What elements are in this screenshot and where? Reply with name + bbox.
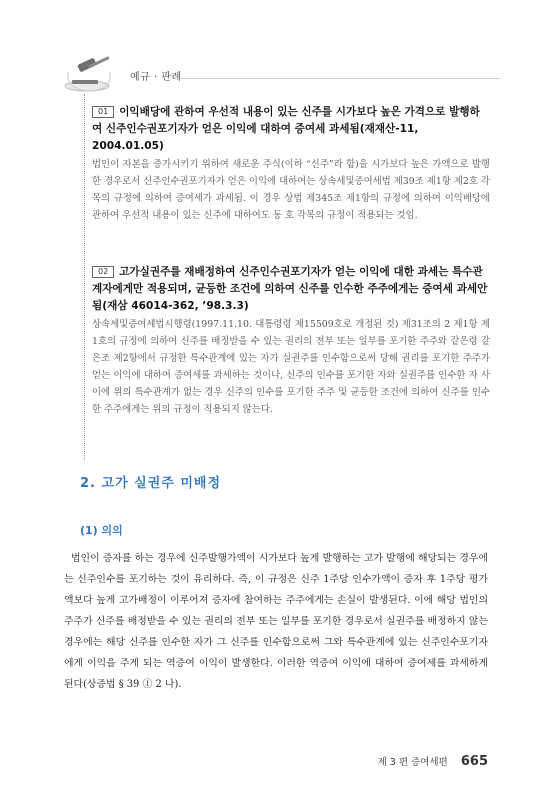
- body-paragraph: 법인이 증자를 하는 경우에 신주발행가액이 시가보다 높게 발행하는 고가 발행에 해당되는 경우에는 신주인수를 포기하는 것이 유리하다. 즉, 이 규정은 신주 1주당 인수가액이 증자 후 1주당 평가액보다 높게 고가배정이 이루어져 증자에 참여하는 주주에게는 손실이 발생된다. 이에 해당 법인의 주주가 신주를 배정받을 수 있는 권리의 전부 또는 일부를 포기한 경우로서 실권주를 배정하지 않는 경우에는 해당 신주를 인수한 자가 그 신주를 인수함으로써 그와 특수관계에 있는 신주인수포기자에게 이익을 주게 되는 역증여 이익이 발생한다. 이러한 역증여 이익에 대하여 증여세를 과세하게 된다(상증법 § 39 ① 2 나).: [64, 553, 488, 690]
- case-item: [92, 264, 490, 418]
- case-title: [92, 264, 490, 315]
- subsection-heading: (1) 의의: [80, 524, 123, 537]
- page-footer: [378, 750, 488, 769]
- page-header: [60, 52, 500, 92]
- section-heading: 2. 고가 실권주 미배정: [80, 476, 222, 491]
- case-body: 상속세및증여세법시행령(1997.11.10. 대통령령 제15509호로 개정된 것) 제31조의 2 제1항 제1호의 규정에 의하여 신주를 배정받을 수 있는 권리의 전부 또는 일부를 포기한 주주와 같은령 같은조 제2항에서 규정한 특수관계에 있는 자가 실권주를 인수함으로써 당해 권리를 포기한 주주가 얻는 이익에 대하여 증여세를 과세하는 것이나, 신주의 인수를 포기한 자와 실권주를 인수한 자 사이에 위의 특수관계가 없는 경우 신주의 인수를 포기한 주주 및 균등한 조건에 의하여 신주를 인수한 주주에게는 위의 규정이 적용되지 않는다.: [92, 319, 490, 415]
- case-item: [92, 104, 490, 224]
- case-title-text: 고가실권주를 재배정하여 신주인수권포기자가 얻는 이익에 대한 과세는 특수관계자에게만 적용되며, 균등한 조건에 의하여 신주를 인수한 주주에게는 증여세 과세안됨(재삼 46014-362, ’98.3.3): [92, 266, 488, 312]
- header-divider: [180, 78, 500, 79]
- footer-part-label: 제 3 편 증여세편: [377, 757, 448, 768]
- case-title-text: 이익배당에 관하여 우선적 내용이 있는 신주를 시가보다 높은 가격으로 발행하여 신주인수권포기자가 얻은 이익에 대하여 증여세 과세됨(재재산-11, 2004.01.05): [92, 106, 480, 152]
- case-sidebar-divider: [84, 94, 85, 460]
- case-title: [92, 104, 490, 155]
- gavel-icon: [60, 52, 120, 94]
- case-body: 법인이 자본을 증가시키기 위하여 새로운 주식(이하 “신주”라 함)을 시가보다 높은 가액으로 발행한 경우로서 신주인수권포기자가 얻은 이익에 대하여는 상속세및증여세법 제39조 제1항 제2호 각목의 규정에 의하여 증여세가 과세됨. 이 경우 상법 제345조 제1항의 규정에 의하여 이익배당에 관하여 우선적 내용이 있는 신주에 대하여도 동 호 각목의 규정이 적용되는 것임.: [92, 159, 490, 221]
- case-number-badge: 01: [92, 106, 114, 118]
- header-label: 예규 · 판례: [130, 72, 182, 83]
- case-number-badge: 02: [92, 266, 114, 278]
- page-number: 665: [460, 754, 488, 769]
